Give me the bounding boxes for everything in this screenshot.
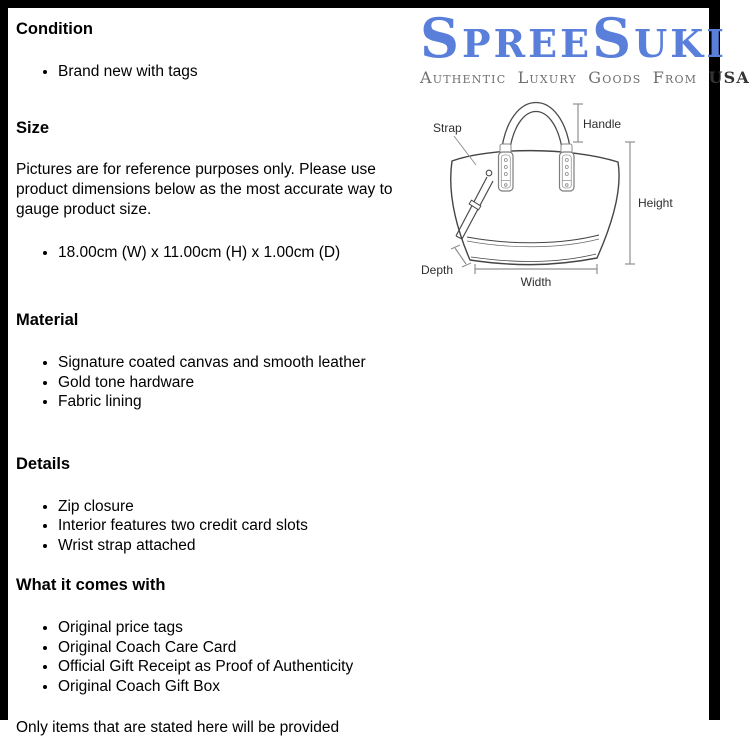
description-column <box>16 8 414 738</box>
list-item: • Gold tone hardware <box>58 373 414 393</box>
size-list <box>16 243 414 263</box>
list-item: • Interior features two credit card slots <box>58 516 414 536</box>
list-item: • Signature coated canvas and smooth leather <box>58 353 414 373</box>
list-item: • Original Coach Care Card <box>58 638 414 658</box>
section-heading-what-it-comes-with: What it comes with <box>16 576 414 595</box>
list-item: • Original price tags <box>58 618 414 638</box>
condition-list <box>16 62 414 82</box>
diagram-label-handle: Handle <box>583 117 621 131</box>
footer-note: Only items that are stated here will be provided <box>16 718 414 738</box>
diagram-label-strap: Strap <box>433 121 462 135</box>
section-heading-size: Size <box>16 119 414 138</box>
diagram-label-width: Width <box>521 275 552 289</box>
tagline-usa: USA <box>709 68 750 87</box>
section-heading-material: Material <box>16 311 414 330</box>
material-list <box>16 353 414 412</box>
brand-tagline <box>420 67 710 88</box>
section-heading-details: Details <box>16 455 414 474</box>
diagram-label-height: Height <box>638 196 673 210</box>
list-item: • Zip closure <box>58 497 414 517</box>
list-item: • Official Gift Receipt as Proof of Authenticity <box>58 657 414 677</box>
list-item: • Brand new with tags <box>58 62 414 82</box>
included-list <box>16 618 414 696</box>
tagline-text: Authentic Luxury Goods From <box>420 68 709 87</box>
list-item: • 18.00cm (W) x 11.00cm (H) x 1.00cm (D) <box>58 243 414 263</box>
list-item: • Original Coach Gift Box <box>58 677 414 697</box>
diagram-label-depth: Depth <box>421 263 453 277</box>
size-note: Pictures are for reference purposes only. Please use product dimensions below as the most accurate way to gauge product size. <box>16 160 414 220</box>
details-list <box>16 497 414 556</box>
list-item: • Fabric lining <box>58 392 414 412</box>
list-item: • Wrist strap attached <box>58 536 414 556</box>
bag-dimensions-diagram <box>420 97 710 297</box>
section-heading-condition: Condition <box>16 20 414 39</box>
brand-logo: SpreeSuki <box>420 10 710 66</box>
brand-column <box>420 8 710 709</box>
